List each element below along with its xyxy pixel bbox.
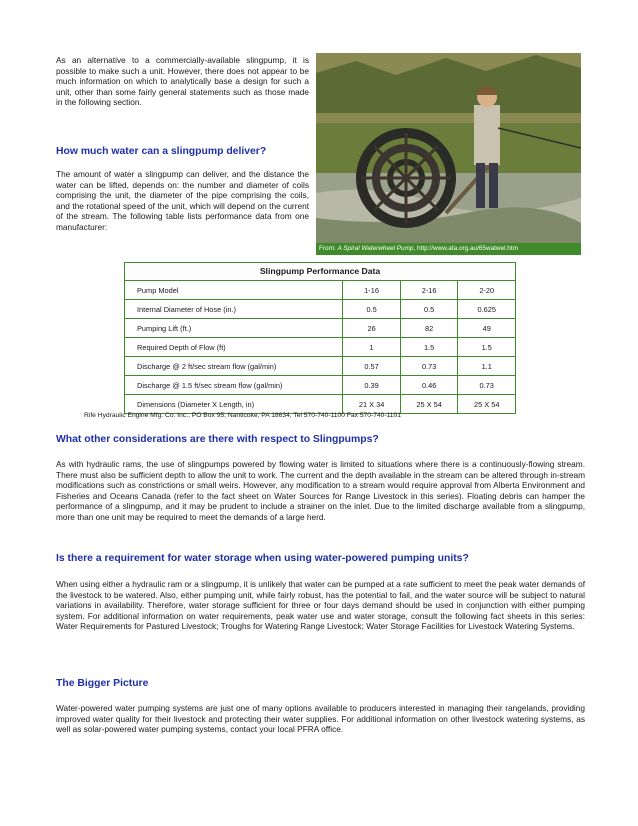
table-cell: 0.625 bbox=[458, 300, 515, 319]
manufacturer-source: Rife Hydraulic Engine Mfg. Co. Inc., PO Box 95, Nanticoke, PA 18634, Tel 570-740-1100 Fax 570-740-1101 bbox=[84, 412, 401, 419]
table-cell: 0.73 bbox=[458, 376, 515, 395]
row-label: Pumping Lift (ft.) bbox=[125, 319, 343, 338]
caption-prefix: From: bbox=[319, 245, 338, 252]
table-cell: 0.5 bbox=[400, 300, 458, 319]
table-row bbox=[125, 357, 515, 376]
table-cell: 0.57 bbox=[343, 357, 401, 376]
considerations-paragraph: As with hydraulic rams, the use of slingpumps powered by flowing water is limited to situations where there is a continuously-flowing stream. There must also be sufficient depth to allow the unit to work. The current and the depth available in the stream can be altered through in-stream modifications such as constrictions or small weirs. However, any modification to a stream would require approval from Alberta Environment and Fisheries and Oceans Canada (refer to the fact sheet on Water Sources for Range Livestock in this series). Floating debris can hamper the performance of a slingpump, and it may be prudent to include a strainer on the inlet. Due to the limited discharge available from a slingpump, more than one unit may be required to meet the demands of a large herd. bbox=[56, 459, 585, 522]
storage-paragraph: When using either a hydraulic ram or a slingpump, it is unlikely that water can be pumped at a rate sufficient to meet the peak water demands of the livestock to be watered. Also, either pumping unit, while fairly robust, has the potential to fail, and the water source will be subject to natural variations in availability. Therefore, water storage sufficient for three or four days demand should be used in conjunction with either pumping system. For additional information on water requirements, peak water use and water storage, consult the following fact sheets in this series: Water Requirements for Pastured Livestock; Troughs for Watering Range Livestock; Water Storage Facilities for Livestock Watering Systems. bbox=[56, 579, 585, 632]
table-cell: 25 X 54 bbox=[400, 395, 458, 414]
table-cell: 26 bbox=[343, 319, 401, 338]
table-cell: 0.39 bbox=[343, 376, 401, 395]
table-title: Slingpump Performance Data bbox=[125, 263, 515, 281]
row-label: Required Depth of Flow (ft) bbox=[125, 338, 343, 357]
row-label: Discharge @ 2 ft/sec stream flow (gal/min) bbox=[125, 357, 343, 376]
table-cell: 2-20 bbox=[458, 281, 515, 300]
table-cell: 21 X 34 bbox=[343, 395, 401, 414]
table-cell: 1.1 bbox=[458, 357, 515, 376]
table-cell: 82 bbox=[400, 319, 458, 338]
performance-table bbox=[124, 262, 516, 414]
table-row bbox=[125, 300, 515, 319]
row-label: Pump Model bbox=[137, 285, 179, 295]
performance-data-table bbox=[125, 281, 515, 413]
table-row bbox=[125, 338, 515, 357]
table-cell: 0.5 bbox=[343, 300, 401, 319]
slingpump-photo bbox=[316, 53, 581, 245]
table-cell: 49 bbox=[458, 319, 515, 338]
table-row bbox=[125, 376, 515, 395]
section-heading-considerations: What other considerations are there with respect to Slingpumps? bbox=[56, 434, 379, 445]
intro-paragraph: As an alternative to a commercially-available slingpump, it is possible to make such a unit. However, there does not appear to be much information on which to analytically base a design for such a unit, other than some fairly general statements such as those made in the following section. bbox=[56, 55, 309, 108]
table-cell: 2-16 bbox=[400, 281, 458, 300]
table-cell: 25 X 54 bbox=[458, 395, 515, 414]
table-row bbox=[125, 281, 515, 300]
section-heading-delivery: How much water can a slingpump deliver? bbox=[56, 146, 267, 157]
caption-title: A Spiral Waterwheel Pump bbox=[337, 245, 414, 252]
row-label: Discharge @ 1.5 ft/sec stream flow (gal/min) bbox=[125, 376, 343, 395]
slingpump-photo-image bbox=[316, 53, 581, 245]
row-label: Dimensions (Diameter X Length, in) bbox=[125, 395, 343, 414]
table-cell: 1-16 bbox=[343, 281, 401, 300]
table-cell: 1.5 bbox=[400, 338, 458, 357]
table-cell: 0.46 bbox=[400, 376, 458, 395]
table-row bbox=[125, 395, 515, 414]
section-heading-storage: Is there a requirement for water storage when using water-powered pumping units? bbox=[56, 553, 469, 564]
table-cell: 1 bbox=[343, 338, 401, 357]
delivery-paragraph: The amount of water a slingpump can deliver, and the distance the water can be lifted, depends on: the number and diameter of coils comprising the unit, the diameter of the pipe comprising the coils, and the rotational speed of the unit, which will depend on the current of the stream. The following table lists performance data from one manufacturer: bbox=[56, 169, 309, 232]
row-label: Internal Diameter of Hose (in.) bbox=[125, 300, 343, 319]
table-cell: 0.73 bbox=[400, 357, 458, 376]
table-row bbox=[125, 319, 515, 338]
caption-url[interactable]: , http://www.ata.org.au/65watwel.htm bbox=[413, 245, 518, 252]
photo-caption bbox=[316, 243, 581, 255]
bigger-picture-paragraph: Water-powered water pumping systems are just one of many options available to producers interested in managing their rangelands, providing improved water quality for their livestock and protecting their water supplies. For additional information on other livestock watering systems, as well as solar-powered water pumping systems, contact your local PFRA office. bbox=[56, 703, 585, 735]
section-heading-bigger-picture: The Bigger Picture bbox=[56, 678, 149, 689]
table-cell: 1.5 bbox=[458, 338, 515, 357]
